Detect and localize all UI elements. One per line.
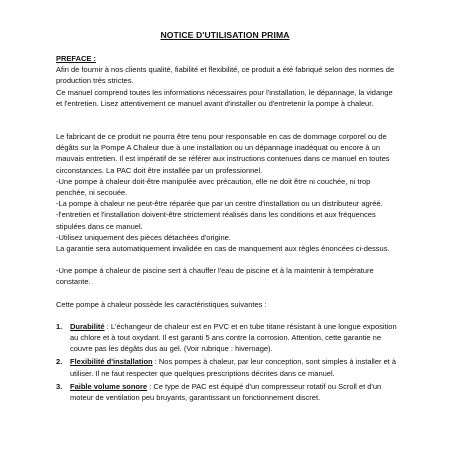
document-title: NOTICE D'UTILISATION PRIMA bbox=[160, 30, 290, 40]
list-item-number: 2. bbox=[56, 357, 63, 367]
features-list bbox=[56, 321, 400, 403]
bullet-repair: -La pompe à chaleur ne peut-être réparée que par un centre d'installation ou un distributeur agréé. bbox=[56, 199, 383, 209]
feature-term: Durabilité bbox=[70, 321, 105, 331]
list-item bbox=[56, 321, 400, 355]
spacer bbox=[56, 288, 400, 299]
bullet-handling: -Une pompe à chaleur doit-être manipulée avec précaution, elle ne doit être ni couchée, ni trop penchée, ni secouée. bbox=[56, 176, 371, 198]
bullet-original-parts: -Utilisez uniquement des pièces détachées d'origine. bbox=[56, 232, 231, 242]
spacer bbox=[56, 310, 400, 321]
bullet-maintenance: -l'entretien et l'installation doivent-être strictement réalisés dans les conditions et aux fréquences stipulées dans ce manuel. bbox=[56, 210, 376, 231]
list-item-number: 1. bbox=[56, 321, 63, 331]
feature-text: : Nos pompes à chaleur, par leur conception, sont simples à installer et à utiliser. Il ne faut respecter que quelques prescriptions décrites dans ce manuel. bbox=[70, 357, 397, 378]
feature-term: Flexibilité d'installation bbox=[70, 357, 153, 367]
paragraph-liability: Le fabricant de ce produit ne pourra être tenu pour responsable en cas de dommage corporel ou de dégâts sur la Pompe A Chaleur due à une installation ou un dépannage inadéquat ou encore à un mauvais entretien. Il est impératif de se référer aux instructions contenues dans ce manuel en toutes circonstances. La PAC doit être installée par un professionnel. bbox=[56, 132, 390, 175]
preface-heading: PREFACE : bbox=[56, 54, 97, 63]
list-item bbox=[56, 356, 400, 378]
feature-term: Faible volume sonore bbox=[70, 381, 148, 391]
spacer bbox=[56, 254, 400, 265]
features-intro: Cette pompe à chaleur possède les caractéristiques suivantes : bbox=[56, 299, 267, 309]
feature-text: : Ce type de PAC est équipé d'un compresseur rotatif ou Scroll et d'un moteur de ventilation peu bruyants, garantissant un fonctionnement discret. bbox=[70, 381, 382, 403]
warranty-notice: La garantie sera automatiquement invalidée en cas de manquement aux règles énoncées ci-dessus. bbox=[56, 244, 390, 254]
spacer bbox=[56, 120, 400, 131]
list-item bbox=[56, 381, 400, 403]
spacer bbox=[56, 109, 400, 120]
document-body bbox=[56, 53, 400, 405]
list-item-number: 3. bbox=[56, 381, 63, 391]
usage-description: -Une pompe à chaleur de piscine sert à chauffer l'eau de piscine et à la maintenir à température constante. bbox=[56, 266, 374, 287]
paragraph-quality: Afin de fournir à nos clients qualité, fiabilité et flexibilité, ce produit a été fabriqué selon des normes de production très strictes. bbox=[56, 65, 395, 86]
feature-text: : L'échangeur de chaleur est en PVC et en tube titane résistant à une longue exposition au chlore et à tout oxydant. Il est garanti 5 ans contre la corrosion. Attention, cette garantie ne couvre pas les dégâts dus au gel. (Voir rubrique : hivernage). bbox=[70, 321, 397, 354]
paragraph-manual-content: Ce manuel comprend toutes les informations nécessaires pour l'installation, le dépannage, la vidange et l'entretien. Lisez attentivement ce manuel avant d'installer ou d'entretenir la pompe à chaleur. bbox=[56, 87, 393, 108]
